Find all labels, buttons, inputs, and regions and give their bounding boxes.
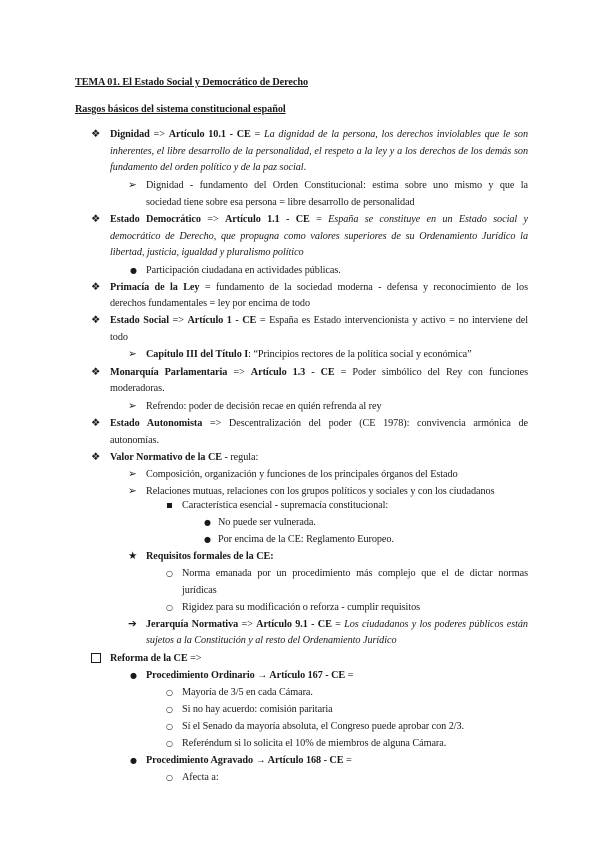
page-title: TEMA 01. El Estado Social y Democrático de Derecho	[75, 77, 309, 88]
requisito-item: Rigidez para su modificación o reforza - cumplir requisitos	[182, 602, 421, 613]
monarquia-line-2: moderadoras.	[110, 383, 165, 394]
primacia-line-2: derechos fundamentales = ley por encima de todo	[110, 298, 310, 309]
arrow-bullet-icon: ➔	[128, 618, 137, 630]
diamond-bullet-icon: ❖	[91, 314, 101, 326]
diamond-bullet-icon: ❖	[91, 451, 101, 463]
circle-bullet-icon: ○	[166, 603, 173, 612]
ordinario-item: Referéndum si lo solicita el 10% de miembros de alguna Cámara.	[182, 738, 447, 749]
valor-item: Composición, organización y funciones de los principales órganos del Estado	[146, 469, 458, 480]
valor-caracteristica: Característica esencial - supremacía constitucional:	[182, 500, 389, 511]
checkbox-icon[interactable]	[91, 653, 101, 663]
jerarquia-line-1: Jerarquía Normativa => Artículo 9.1 - CE = Los ciudadanos y los poderes públicos están	[146, 619, 528, 630]
democratico-line-2: democrático de Derecho, que propugna como valores superiores de su Ordenamiento Jurídico la	[110, 231, 528, 242]
valor-item: Relaciones mutuas, relaciones con los grupos políticos y sociales y con los ciudadanos	[146, 486, 495, 497]
primacia-line-1: Primacía de la Ley = fundamento de la sociedad moderna - defensa y reconocimiento de los	[110, 282, 528, 293]
circle-bullet-icon: ○	[166, 569, 173, 578]
square-bullet-icon	[167, 503, 172, 508]
dignidad-sub-line-1: Dignidad - fundamento del Orden Constitucional: estima sobre uno mismo y que la	[146, 180, 528, 191]
caracteristica-item: No puede ser vulnerada.	[218, 517, 316, 528]
requisito-line-1: Norma emanada por un procedimiento más complejo que el de dictar normas	[182, 568, 528, 579]
circle-bullet-icon: ○	[166, 722, 173, 731]
social-sub: Capítulo III del Título I: “Principios rectores de la política social y económica”	[146, 349, 472, 360]
arrowhead-bullet-icon: ➢	[128, 485, 137, 497]
ordinario-item: Sí el Senado da mayoría absoluta, el Congreso puede aprobar con 2/3.	[182, 721, 465, 732]
circle-bullet-icon: ○	[166, 705, 173, 714]
diamond-bullet-icon: ❖	[91, 417, 101, 429]
jerarquia-line-2: sujetos a la Constitución y al resto del Ordenamiento Jurídico	[146, 635, 397, 646]
dot-bullet-icon: ●	[204, 535, 211, 544]
diamond-bullet-icon: ❖	[91, 281, 101, 293]
arrowhead-bullet-icon: ➢	[128, 348, 137, 360]
arrowhead-bullet-icon: ➢	[128, 179, 137, 191]
dot-bullet-icon: ●	[130, 756, 137, 765]
ordinario-item: Mayoría de 3/5 en cada Cámara.	[182, 687, 313, 698]
democratico-sub: Participación ciudadana en actividades públicas.	[146, 265, 341, 276]
requisito-line-2: jurídicas	[182, 585, 217, 596]
diamond-bullet-icon: ❖	[91, 213, 101, 225]
dot-bullet-icon: ●	[130, 266, 137, 275]
section-subtitle: Rasgos básicos del sistema constitucional español	[75, 104, 286, 115]
autonomista-line-1: Estado Autonomista => Descentralización del poder (CE 1978): convivencia armónica de	[110, 418, 528, 429]
caracteristica-item: Por encima de la CE: Reglamento Europeo.	[218, 534, 394, 545]
democratico-line-3: libertad, justicia, igualdad y pluralismo político	[110, 247, 304, 258]
requisitos-heading: Requisitos formales de la CE:	[146, 551, 274, 562]
dignidad-line-1: Dignidad => Artículo 10.1 - CE = La dignidad de la persona, los derechos inviolables que le son	[110, 129, 528, 140]
dot-bullet-icon: ●	[204, 518, 211, 527]
ordinario-item: Si no hay acuerdo: comisión paritaria	[182, 704, 333, 715]
circle-bullet-icon: ○	[166, 739, 173, 748]
agravado-line: Procedimiento Agravado → Artículo 168 - CE =	[146, 755, 352, 766]
agravado-item: Afecta a:	[182, 772, 219, 783]
monarquia-line-1: Monarquía Parlamentaria => Artículo 1.3 - CE = Poder simbólico del Rey con funciones	[110, 367, 529, 378]
dignidad-line-2: inherentes, el libre desarrollo de la personalidad, el respeto a la ley y a los derechos de los demás son	[110, 146, 528, 157]
arrowhead-bullet-icon: ➢	[128, 400, 137, 412]
star-bullet-icon: ★	[128, 550, 138, 562]
diamond-bullet-icon: ❖	[91, 366, 101, 378]
democratico-line-1: Estado Democrático => Artículo 1.1 - CE = España se constituye en un Estado social y	[110, 214, 528, 225]
social-line-2: todo	[110, 332, 128, 343]
diamond-bullet-icon: ❖	[91, 128, 101, 140]
arrowhead-bullet-icon: ➢	[128, 468, 137, 480]
ordinario-line: Procedimiento Ordinario → Artículo 167 - CE =	[146, 670, 354, 681]
circle-bullet-icon: ○	[166, 688, 173, 697]
social-line-1: Estado Social => Artículo 1 - CE = España es Estado intervencionista y activo = no interviene del	[110, 315, 528, 326]
reforma-line: Reforma de la CE =>	[110, 653, 202, 664]
circle-bullet-icon: ○	[166, 773, 173, 782]
valor-line: Valor Normativo de la CE - regula:	[110, 452, 259, 463]
dignidad-sub-line-2: sociedad tiene sobre esa persona = libre desarrollo de personalidad	[146, 197, 415, 208]
dot-bullet-icon: ●	[130, 671, 137, 680]
dignidad-line-3: fundamento del orden político y de la paz social.	[110, 162, 307, 173]
monarquia-sub: Refrendo: poder de decisión recae en quién refrenda al rey	[146, 401, 382, 412]
autonomista-line-2: autonomías.	[110, 435, 159, 446]
